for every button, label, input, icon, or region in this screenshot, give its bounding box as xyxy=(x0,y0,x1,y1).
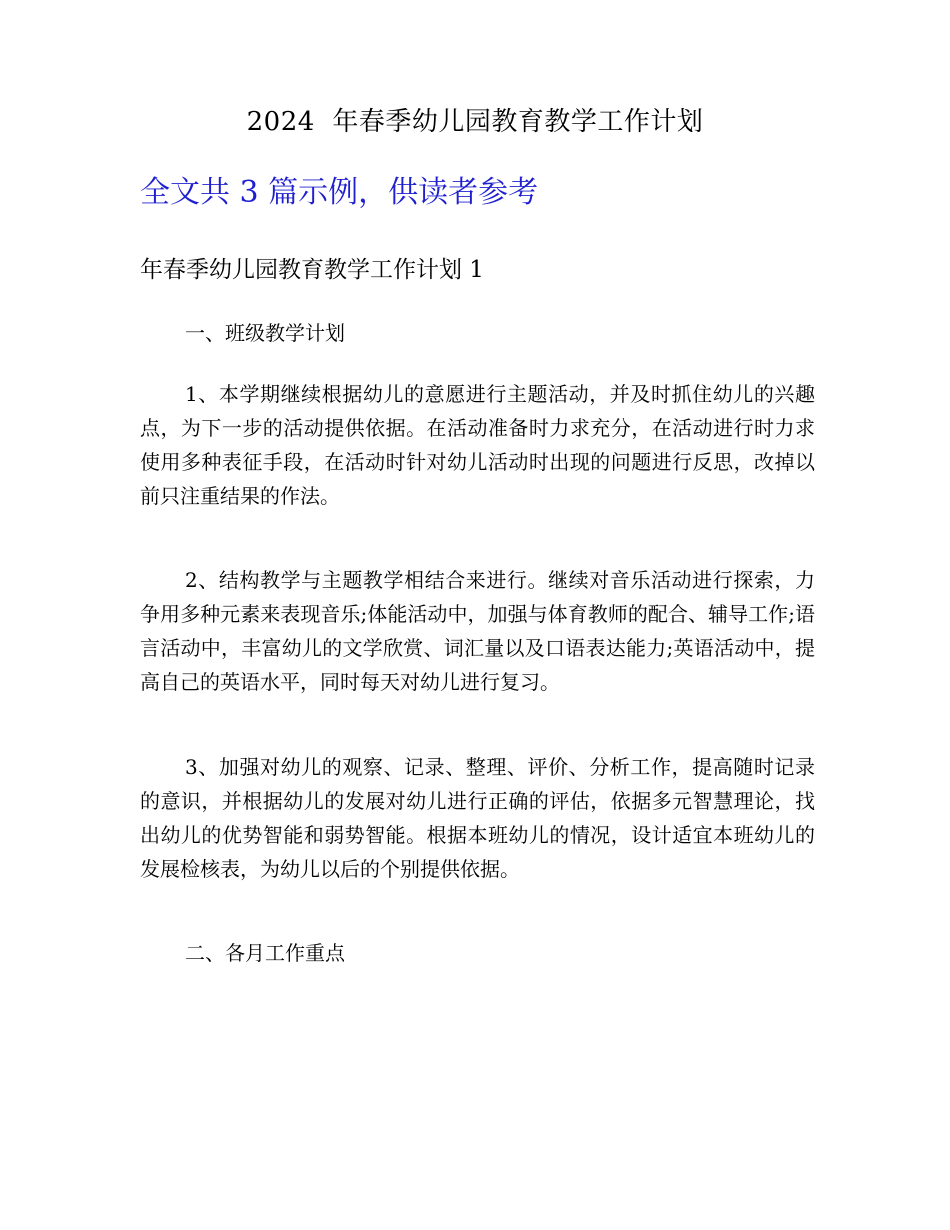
paragraph-3: 3、加强对幼儿的观察、记录、整理、评价、分析工作，提高随时记录的意识，并根据幼儿的发展对幼儿进行正确的评估，依据多元智慧理论，找出幼儿的优势智能和弱势智能。根据本班幼儿的情况，设计适宜本班幼儿的发展检核表，为幼儿以后的个别提供依据。 xyxy=(140,755,815,881)
paragraph-2: 2、结构教学与主题教学相结合来进行。继续对音乐活动进行探索，力争用多种元素来表现音乐;体能活动中，加强与体育教师的配合、辅导工作;语言活动中，丰富幼儿的文学欣赏、词汇量以及口语表达能力;英语活动中，提高自己的英语水平，同时每天对幼儿进行复习。 xyxy=(140,568,815,694)
heading-class-teaching-plan: 一、班级教学计划 xyxy=(185,321,345,345)
paragraph-1: 1、本学期继续根据幼儿的意愿进行主题活动，并及时抓住幼儿的兴趣点，为下一步的活动提供依据。在活动准备时力求充分，在活动进行时力求使用多种表征手段，在活动时针对幼儿活动时出现的问题进行反思，改掉以前只注重结果的作法。 xyxy=(140,382,815,508)
document-subtitle: 全文共 3 篇示例，供读者参考 xyxy=(140,175,539,210)
section-title: 年春季幼儿园教育教学工作计划 1 xyxy=(140,257,484,283)
document-title: 2024 年春季幼儿园教育教学工作计划 xyxy=(246,107,704,137)
heading-monthly-focus: 二、各月工作重点 xyxy=(185,941,345,965)
